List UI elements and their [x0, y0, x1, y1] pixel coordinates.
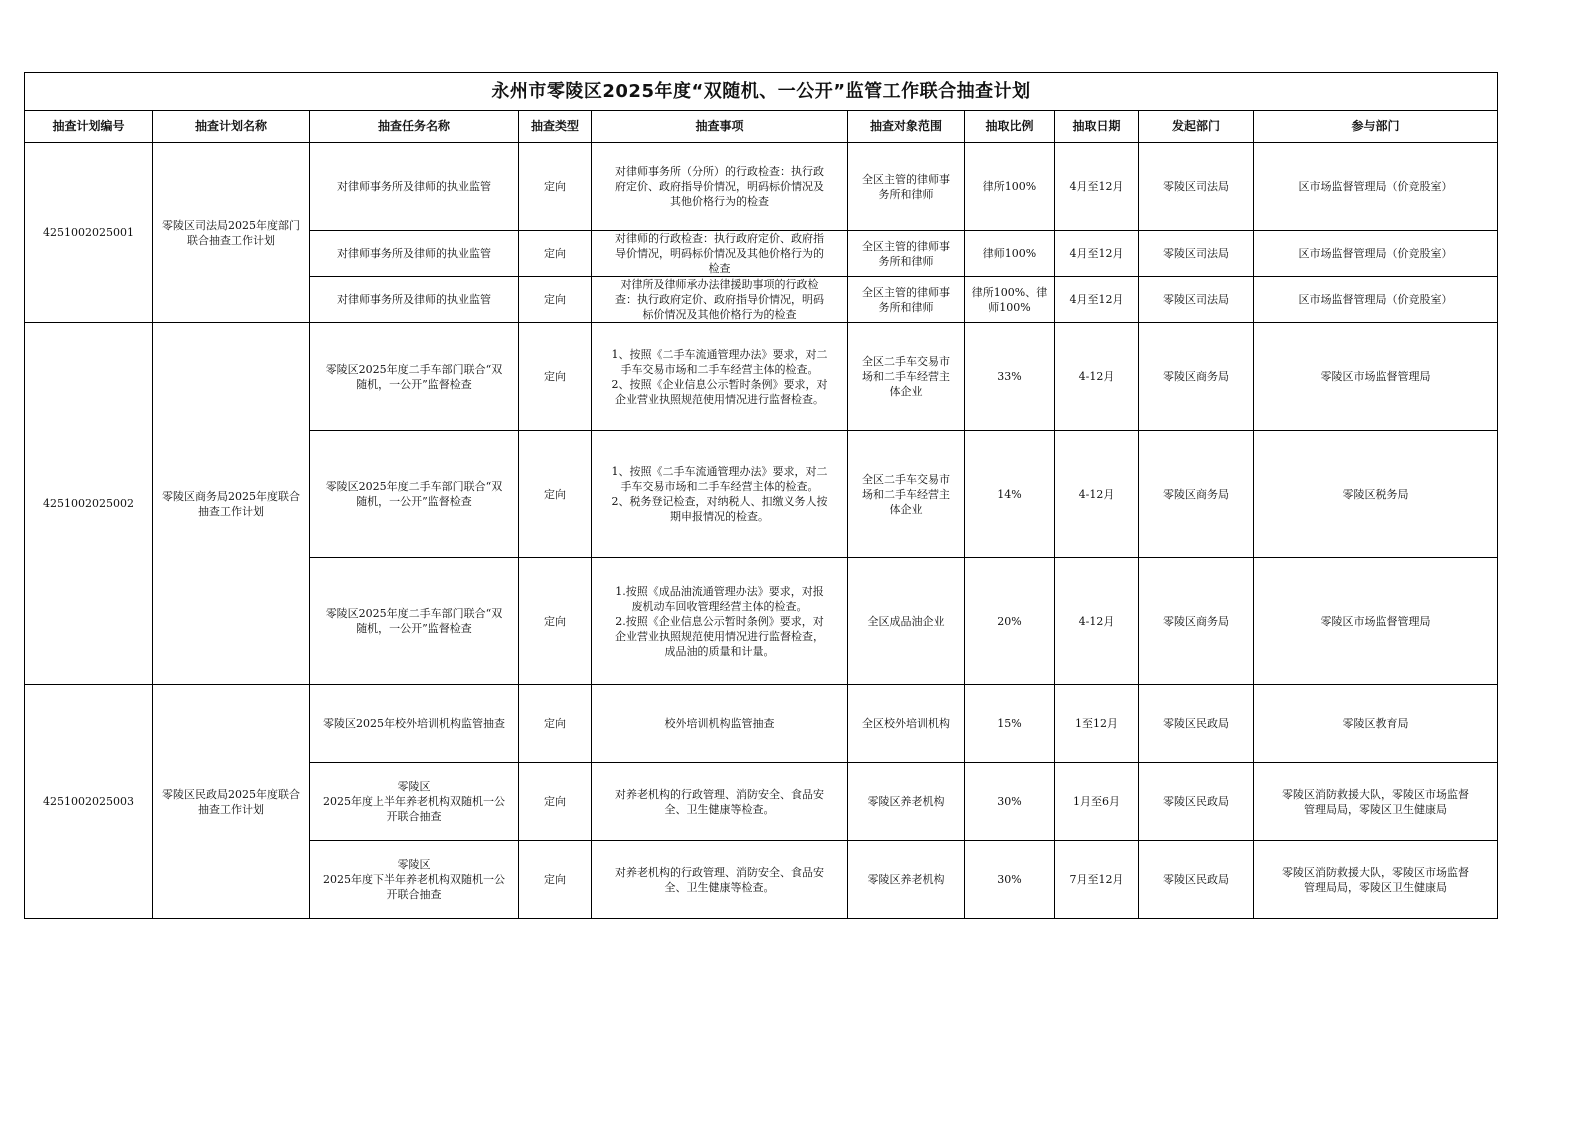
participants-cell: 零陵区消防救援大队，零陵区市场监督 管理局局，零陵区卫生健康局	[1254, 763, 1498, 841]
header-plan-name: 抽查计划名称	[153, 111, 310, 143]
header-plan-code: 抽查计划编号	[25, 111, 153, 143]
check-items-cell: 1、按照《二手车流通管理办法》要求，对二 手车交易市场和二手车经营主体的检查。 2、税务登记检查，对纳税人、扣缴义务人按 期申报情况的检查。	[592, 431, 848, 558]
target-scope-cell: 零陵区养老机构	[848, 841, 965, 919]
sample-ratio-cell: 15%	[965, 685, 1055, 763]
plan-code-cell: 4251002025003	[25, 685, 153, 919]
task-name-cell: 零陵区2025年度二手车部门联合“双 随机，一公开”监督检查	[310, 558, 519, 685]
check-items-cell: 对律师事务所（分所）的行政检查：执行政 府定价、政府指导价情况，明码标价情况及 其他价格行为的检查	[592, 143, 848, 231]
initiator-cell: 零陵区商务局	[1139, 323, 1254, 431]
initiator-cell: 零陵区商务局	[1139, 558, 1254, 685]
target-scope-cell: 全区二手车交易市 场和二手车经营主 体企业	[848, 323, 965, 431]
sample-date-cell: 7月至12月	[1055, 841, 1139, 919]
check-type-cell: 定向	[519, 841, 592, 919]
task-name-cell: 对律师事务所及律师的执业监管	[310, 143, 519, 231]
sample-date-cell: 1至12月	[1055, 685, 1139, 763]
check-items-cell: 对律所及律师承办法律援助事项的行政检 查：执行政府定价、政府指导价情况，明码 标价情况及其他价格行为的检查	[592, 277, 848, 323]
sample-date-cell: 4月至12月	[1055, 231, 1139, 277]
participants-cell: 零陵区教育局	[1254, 685, 1498, 763]
participants-cell: 区市场监督管理局（价竞股室）	[1254, 143, 1498, 231]
task-name-cell: 零陵区 2025年度下半年养老机构双随机一公 开联合抽查	[310, 841, 519, 919]
plan-name-cell: 零陵区司法局2025年度部门 联合抽查工作计划	[153, 143, 310, 323]
header-participants: 参与部门	[1254, 111, 1498, 143]
sample-date-cell: 4-12月	[1055, 558, 1139, 685]
participants-cell: 零陵区市场监督管理局	[1254, 323, 1498, 431]
task-name-cell: 对律师事务所及律师的执业监管	[310, 277, 519, 323]
plan-name-cell: 零陵区商务局2025年度联合 抽查工作计划	[153, 323, 310, 685]
task-name-cell: 零陵区2025年度二手车部门联合“双 随机，一公开”监督检查	[310, 323, 519, 431]
plan-name-cell: 零陵区民政局2025年度联合 抽查工作计划	[153, 685, 310, 919]
plan-code-cell: 4251002025001	[25, 143, 153, 323]
target-scope-cell: 全区成品油企业	[848, 558, 965, 685]
initiator-cell: 零陵区民政局	[1139, 841, 1254, 919]
task-name-cell: 零陵区 2025年度上半年养老机构双随机一公 开联合抽查	[310, 763, 519, 841]
check-items-cell: 对养老机构的行政管理、消防安全、食品安 全、卫生健康等检查。	[592, 763, 848, 841]
target-scope-cell: 全区主管的律师事 务所和律师	[848, 231, 965, 277]
sample-date-cell: 4-12月	[1055, 323, 1139, 431]
target-scope-cell: 全区二手车交易市 场和二手车经营主 体企业	[848, 431, 965, 558]
inspection-plan-table	[24, 72, 1498, 919]
sample-date-cell: 4-12月	[1055, 431, 1139, 558]
plan-code-cell: 4251002025002	[25, 323, 153, 685]
sample-date-cell: 4月至12月	[1055, 143, 1139, 231]
initiator-cell: 零陵区民政局	[1139, 763, 1254, 841]
sample-date-cell: 1月至6月	[1055, 763, 1139, 841]
sample-ratio-cell: 30%	[965, 763, 1055, 841]
participants-cell: 零陵区市场监督管理局	[1254, 558, 1498, 685]
header-initiator: 发起部门	[1139, 111, 1254, 143]
target-scope-cell: 全区主管的律师事 务所和律师	[848, 277, 965, 323]
check-items-cell: 对养老机构的行政管理、消防安全、食品安 全、卫生健康等检查。	[592, 841, 848, 919]
sample-ratio-cell: 律所100%、律 师100%	[965, 277, 1055, 323]
sample-date-cell: 4月至12月	[1055, 277, 1139, 323]
header-check-items: 抽查事项	[592, 111, 848, 143]
sample-ratio-cell: 14%	[965, 431, 1055, 558]
participants-cell: 零陵区消防救援大队，零陵区市场监督 管理局局，零陵区卫生健康局	[1254, 841, 1498, 919]
check-items-cell: 校外培训机构监管抽查	[592, 685, 848, 763]
header-row	[25, 111, 1498, 143]
task-name-cell: 对律师事务所及律师的执业监管	[310, 231, 519, 277]
table-row	[25, 323, 1498, 431]
header-target-scope: 抽查对象范围	[848, 111, 965, 143]
check-type-cell: 定向	[519, 431, 592, 558]
sheet-title: 永州市零陵区2025年度“双随机、一公开”监管工作联合抽查计划	[25, 73, 1498, 111]
sample-ratio-cell: 30%	[965, 841, 1055, 919]
check-type-cell: 定向	[519, 323, 592, 431]
target-scope-cell: 全区校外培训机构	[848, 685, 965, 763]
check-type-cell: 定向	[519, 143, 592, 231]
check-type-cell: 定向	[519, 558, 592, 685]
initiator-cell: 零陵区司法局	[1139, 231, 1254, 277]
title-row	[25, 73, 1498, 111]
task-name-cell: 零陵区2025年度二手车部门联合“双 随机，一公开”监督检查	[310, 431, 519, 558]
initiator-cell: 零陵区商务局	[1139, 431, 1254, 558]
participants-cell: 零陵区税务局	[1254, 431, 1498, 558]
sample-ratio-cell: 33%	[965, 323, 1055, 431]
check-items-cell: 1.按照《成品油流通管理办法》要求，对报 废机动车回收管理经营主体的检查。 2.按照《企业信息公示暂时条例》要求，对 企业营业执照规范使用情况进行监督检查， 成品油的质量和计量。	[592, 558, 848, 685]
header-task-name: 抽查任务名称	[310, 111, 519, 143]
check-items-cell: 1、按照《二手车流通管理办法》要求，对二 手车交易市场和二手车经营主体的检查。 2、按照《企业信息公示暂时条例》要求，对 企业营业执照规范使用情况进行监督检查。	[592, 323, 848, 431]
table-row	[25, 143, 1498, 231]
header-sample-ratio: 抽取比例	[965, 111, 1055, 143]
initiator-cell: 零陵区司法局	[1139, 277, 1254, 323]
participants-cell: 区市场监督管理局（价竞股室）	[1254, 277, 1498, 323]
task-name-cell: 零陵区2025年校外培训机构监管抽查	[310, 685, 519, 763]
header-sample-date: 抽取日期	[1055, 111, 1139, 143]
target-scope-cell: 零陵区养老机构	[848, 763, 965, 841]
initiator-cell: 零陵区民政局	[1139, 685, 1254, 763]
check-type-cell: 定向	[519, 277, 592, 323]
sample-ratio-cell: 律所100%	[965, 143, 1055, 231]
sample-ratio-cell: 律师100%	[965, 231, 1055, 277]
target-scope-cell: 全区主管的律师事 务所和律师	[848, 143, 965, 231]
sample-ratio-cell: 20%	[965, 558, 1055, 685]
initiator-cell: 零陵区司法局	[1139, 143, 1254, 231]
participants-cell: 区市场监督管理局（价竞股室）	[1254, 231, 1498, 277]
check-type-cell: 定向	[519, 763, 592, 841]
table-row	[25, 685, 1498, 763]
header-check-type: 抽查类型	[519, 111, 592, 143]
check-items-cell: 对律师的行政检查：执行政府定价、政府指 导价情况，明码标价情况及其他价格行为的 检查	[592, 231, 848, 277]
check-type-cell: 定向	[519, 685, 592, 763]
check-type-cell: 定向	[519, 231, 592, 277]
